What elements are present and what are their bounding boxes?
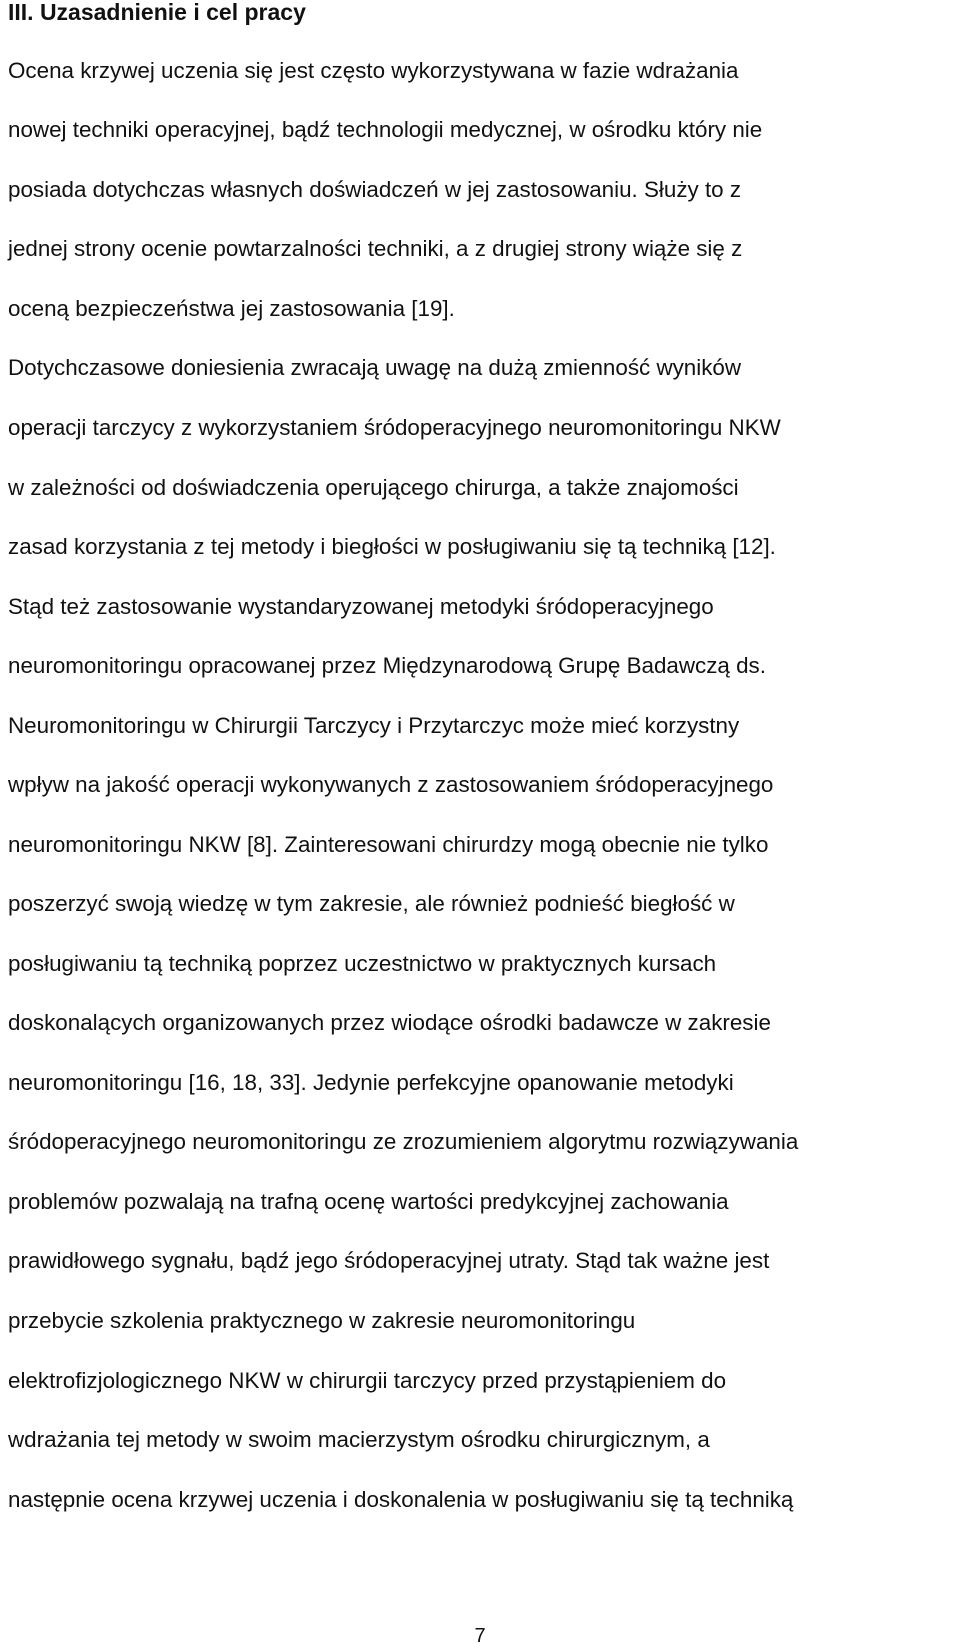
body-text-line: przebycie szkolenia praktycznego w zakresie neuromonitoringu: [8, 1308, 636, 1333]
body-text-line: nowej techniki operacyjnej, bądź technologii medycznej, w ośrodku który nie: [8, 117, 763, 142]
body-text-line: Dotychczasowe doniesienia zwracają uwagę na dużą zmienność wyników: [8, 355, 742, 380]
body-text-line: Ocena krzywej uczenia się jest często wykorzystywana w fazie wdrażania: [8, 58, 739, 83]
body-text-line: Neuromonitoringu w Chirurgii Tarczycy i Przytarczyc może mieć korzystny: [8, 713, 740, 738]
body-text-line: operacji tarczycy z wykorzystaniem śródoperacyjnego neuromonitoringu NKW: [8, 415, 781, 440]
body-text-line: posługiwaniu tą techniką poprzez uczestnictwo w praktycznych kursach: [8, 951, 717, 976]
body-text-line: elektrofizjologicznego NKW w chirurgii tarczycy przed przystąpieniem do: [8, 1368, 727, 1393]
page-number: 7: [474, 1625, 486, 1647]
body-text-line: neuromonitoringu [16, 18, 33]. Jedynie perfekcyjne opanowanie metodyki: [8, 1070, 734, 1095]
section-heading: III. Uzasadnienie i cel pracy: [8, 0, 306, 25]
body-text-line: wpływ na jakość operacji wykonywanych z zastosowaniem śródoperacyjnego: [8, 772, 774, 797]
body-text-line: poszerzyć swoją wiedzę w tym zakresie, ale również podnieść biegłość w: [8, 891, 735, 916]
body-text-line: neuromonitoringu NKW [8]. Zainteresowani chirurdzy mogą obecnie nie tylko: [8, 832, 769, 857]
body-text-line: prawidłowego sygnału, bądź jego śródoperacyjnej utraty. Stąd tak ważne jest: [8, 1248, 770, 1273]
body-text-line: następnie ocena krzywej uczenia i doskonalenia w posługiwaniu się tą techniką: [8, 1487, 794, 1512]
body-text-line: neuromonitoringu opracowanej przez Międzynarodową Grupę Badawczą ds.: [8, 653, 766, 678]
body-text-line: zasad korzystania z tej metody i biegłości w posługiwaniu się tą techniką [12].: [8, 534, 776, 559]
body-text-line: posiada dotychczas własnych doświadczeń w jej zastosowaniu. Służy to z: [8, 177, 742, 202]
body-text-line: Stąd też zastosowanie wystandaryzowanej metodyki śródoperacyjnego: [8, 594, 714, 619]
body-text-line: problemów pozwalają na trafną ocenę wartości predykcyjnej zachowania: [8, 1189, 729, 1214]
body-text-line: śródoperacyjnego neuromonitoringu ze zrozumieniem algorytmu rozwiązywania: [8, 1129, 799, 1154]
body-text-line: oceną bezpieczeństwa jej zastosowania [19].: [8, 296, 455, 321]
body-text-line: wdrażania tej metody w swoim macierzystym ośrodku chirurgicznym, a: [8, 1427, 710, 1452]
body-text-line: w zależności od doświadczenia operującego chirurga, a także znajomości: [8, 475, 739, 500]
body-text-line: doskonalących organizowanych przez wiodące ośrodki badawcze w zakresie: [8, 1010, 771, 1035]
body-text-line: jednej strony ocenie powtarzalności techniki, a z drugiej strony wiąże się z: [8, 236, 743, 261]
